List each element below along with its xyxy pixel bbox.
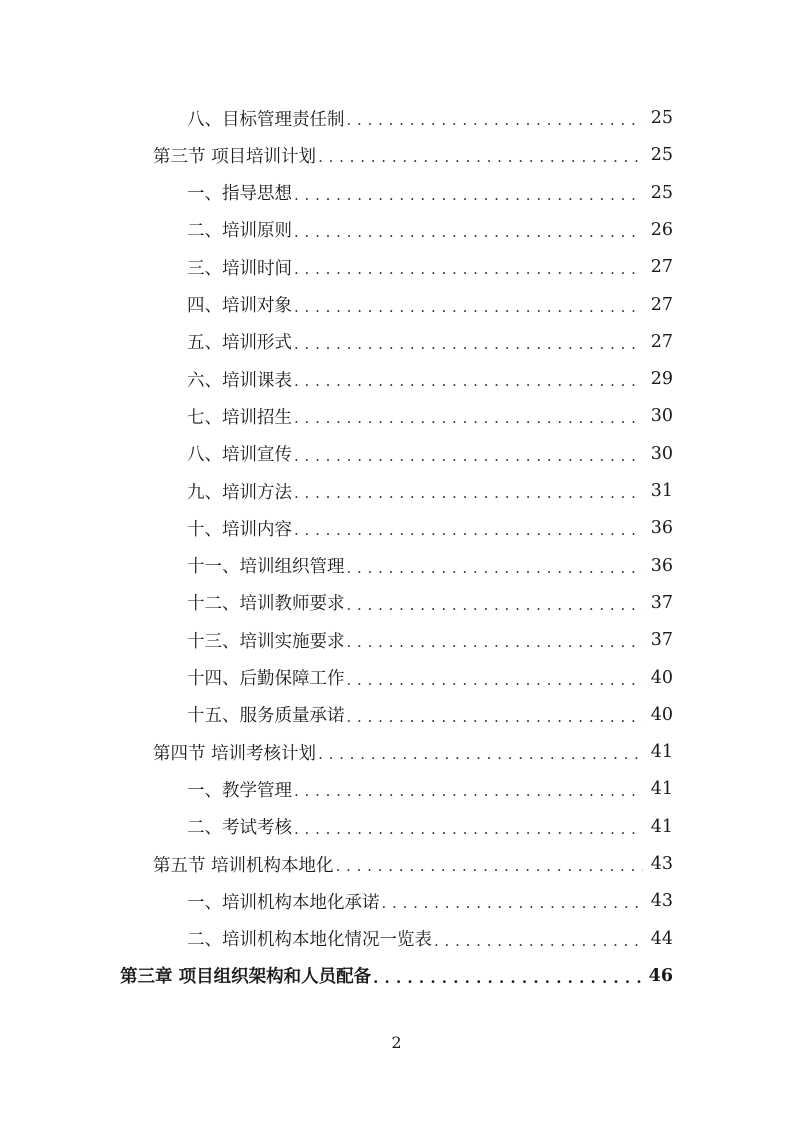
toc-entry-title: 一、培训机构本地化承诺 — [187, 892, 380, 913]
toc-entry-title: 十、培训内容 — [187, 519, 292, 540]
toc-leader-dots — [294, 778, 643, 800]
toc-leader-dots — [434, 928, 643, 950]
toc-entry-title: 十三、培训实施要求 — [187, 631, 345, 652]
toc-entry-title: 五、培训形式 — [187, 333, 292, 354]
toc-leader-dots — [347, 555, 643, 577]
toc-entry-title: 第五节 培训机构本地化 — [153, 855, 334, 876]
toc-leader-dots — [347, 667, 643, 689]
toc-entry-page: 46 — [648, 965, 673, 986]
toc-entry-title: 八、目标管理责任制 — [187, 109, 345, 130]
toc-leader-dots — [294, 219, 643, 241]
toc-entry-title: 二、考试考核 — [187, 818, 292, 839]
toc-entry-page: 40 — [650, 667, 673, 688]
toc-entry-title: 第三节 项目培训计划 — [153, 146, 317, 167]
toc-entry-page: 43 — [650, 891, 673, 912]
toc-entry-title: 八、培训宣传 — [187, 445, 292, 466]
toc-entry-page: 36 — [650, 555, 673, 576]
toc-entry[interactable] — [187, 812, 673, 842]
toc-entry-page: 41 — [650, 779, 673, 800]
toc-leader-dots — [294, 182, 643, 204]
toc-entry-page: 30 — [650, 443, 673, 464]
toc-leader-dots — [294, 294, 643, 316]
toc-leader-dots — [318, 741, 643, 763]
toc-leader-dots — [294, 816, 643, 838]
toc-entry-title: 十五、服务质量承诺 — [187, 706, 345, 727]
toc-entry[interactable] — [187, 588, 673, 618]
toc-entry[interactable] — [187, 215, 673, 245]
toc-entry-title: 二、培训机构本地化情况一览表 — [187, 930, 432, 951]
page-number: 2 — [391, 1033, 402, 1052]
toc-leader-dots — [294, 368, 643, 390]
toc-entry[interactable] — [187, 513, 673, 543]
toc-entry-page: 27 — [650, 257, 673, 278]
toc-leader-dots — [382, 890, 643, 912]
toc-entry[interactable] — [187, 290, 673, 320]
toc-entry-title: 二、培训原则 — [187, 221, 292, 242]
toc-leader-dots — [347, 629, 643, 651]
toc-entry[interactable] — [187, 774, 673, 804]
toc-entry[interactable] — [187, 700, 673, 730]
toc-entry[interactable] — [187, 178, 673, 208]
toc-leader-dots — [294, 256, 643, 278]
toc-entry-title: 一、教学管理 — [187, 780, 292, 801]
toc-leader-dots — [294, 405, 643, 427]
toc-entry-title: 第四节 培训考核计划 — [153, 743, 317, 764]
toc-entry[interactable] — [120, 961, 673, 991]
toc-leader-dots — [347, 107, 643, 129]
toc-entry-page: 31 — [650, 481, 673, 501]
toc-entry-page: 41 — [650, 742, 673, 763]
toc-entry[interactable] — [187, 924, 673, 954]
toc-entry[interactable] — [187, 103, 673, 133]
toc-entry-page: 41 — [650, 816, 673, 837]
toc-entry-page: 25 — [650, 182, 673, 203]
toc-entry-title: 六、培训课表 — [187, 370, 292, 391]
toc-entry[interactable] — [153, 849, 673, 879]
toc-entry-title: 一、指导思想 — [187, 184, 292, 205]
toc-leader-dots — [373, 965, 641, 987]
toc-entry-page: 26 — [650, 219, 673, 240]
toc-entry-page: 36 — [650, 518, 673, 539]
toc-entry-title: 九、培训方法 — [187, 482, 292, 503]
toc-entry-page: 29 — [650, 369, 673, 390]
toc-entry-title: 三、培训时间 — [187, 258, 292, 279]
toc-entry[interactable] — [187, 625, 673, 655]
toc-entry-page: 37 — [650, 592, 673, 613]
toc-leader-dots — [347, 704, 643, 726]
toc-leader-dots — [336, 853, 643, 875]
toc-entry[interactable] — [187, 252, 673, 282]
toc-entry[interactable] — [187, 551, 673, 581]
toc-entry[interactable] — [187, 663, 673, 693]
toc-entry-title: 七、培训招生 — [187, 407, 292, 428]
toc-entry-title: 十四、后勤保障工作 — [187, 669, 345, 689]
toc-entry-title: 十一、培训组织管理 — [187, 557, 345, 578]
toc-entry-page: 25 — [650, 108, 673, 128]
toc-entry[interactable] — [187, 364, 673, 394]
toc-entry-page: 27 — [650, 294, 673, 315]
toc-leader-dots — [347, 592, 643, 614]
toc-entry-title: 十二、培训教师要求 — [187, 594, 345, 615]
toc-entry-page: 37 — [650, 630, 673, 651]
toc-leader-dots — [294, 443, 643, 465]
toc-leader-dots — [294, 331, 643, 353]
toc-entry-page: 30 — [650, 406, 673, 427]
toc-leader-dots — [294, 480, 643, 502]
toc-entry[interactable] — [187, 476, 673, 506]
toc-entry-page: 43 — [650, 854, 673, 874]
toc-entry-page: 25 — [650, 145, 673, 166]
toc-entry-page: 44 — [650, 928, 673, 949]
toc-entry-page: 27 — [650, 331, 673, 352]
toc-entry[interactable] — [187, 327, 673, 357]
toc-entry-title: 四、培训对象 — [187, 296, 292, 316]
toc-entry[interactable] — [187, 886, 673, 916]
toc-entry[interactable] — [153, 737, 673, 767]
toc-entry[interactable] — [153, 140, 673, 170]
toc-leader-dots — [318, 144, 643, 166]
toc-entry-page: 40 — [650, 704, 673, 725]
toc-leader-dots — [294, 517, 643, 539]
toc-entry[interactable] — [187, 439, 673, 469]
toc-entry[interactable] — [187, 401, 673, 431]
toc-entry-title: 第三章 项目组织架构和人员配备 — [120, 967, 372, 988]
